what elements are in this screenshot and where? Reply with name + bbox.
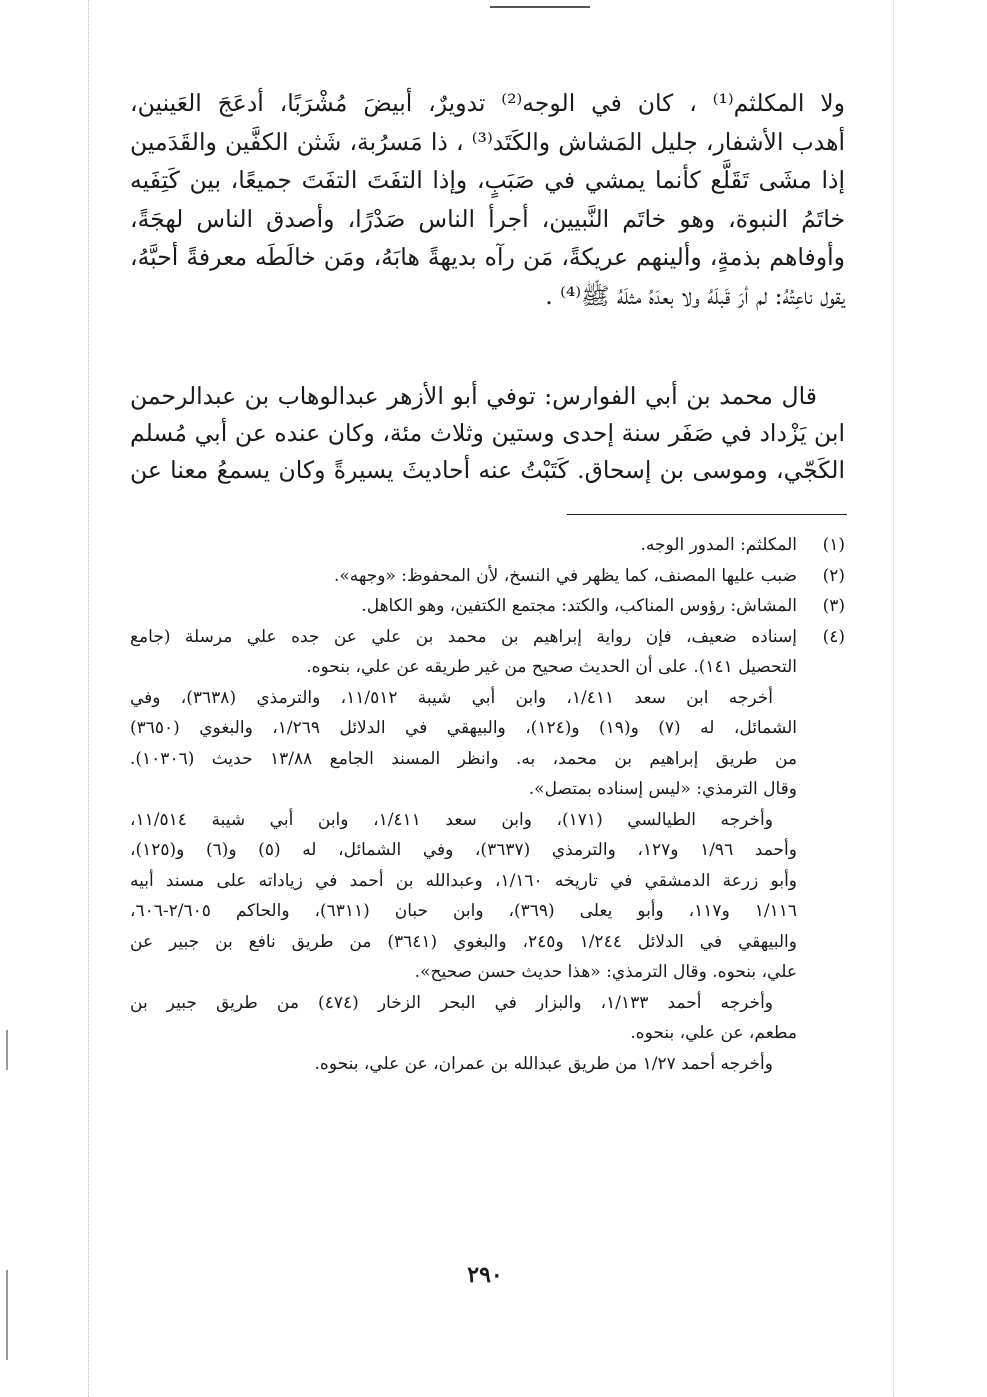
text-line: الكَجّي، وموسى بن إسحاق. كَتَبْتُ عنه أحاديثَ يسيرةً وكان يسمعُ معنا عن (130, 456, 845, 484)
text-line: وأوفاهم بذمةٍ، وألينهم عريكةً، مَن رآه بديهةً هابَهُ، ومَن خالَطَه معرفةً أحبَّهُ، (130, 243, 845, 271)
text-line: إذا مشَى تَقَلَّع كأنما يمشي في صَبَبٍ، وإذا التفَتَ التفَتَ جميعًا، بين كَتِفَيه (130, 166, 845, 194)
footnote-text: وأخرجه أحمد ١/١٣٣، والبزار في البحر الزخار (٤٧٤) من طريق جبير بن (130, 992, 774, 1013)
footnote-text: التحصيل ١٤١). على أن الحديث صحيح من غير طريقه عن علي، بنحوه. (306, 657, 797, 677)
text-line: قال محمد بن أبي الفوارس: توفي أبو الأزهر عبدالوهاب بن عبدالرحمن (130, 382, 817, 410)
footnote-1 (130, 530, 845, 561)
footnote-number: (١) (822, 535, 845, 555)
text-line: ولا المكلثم⁽¹⁾ ، كان في الوجه⁽²⁾ تدويرٌ، أبيضَ مُشْرَبًا، أدعَجَ العَينين، (130, 89, 846, 117)
footnote-text: إسناده ضعيف، فإن رواية إبراهيم بن محمد بن علي عن جده علي مرسلة (جامع (130, 626, 797, 647)
footnote-text: وأحمد ١/٩٦ و١٢٧، والترمذي (٣٦٣٧)، وفي الشمائل، له (٥) و(٦) و(١٢٥)، (130, 840, 797, 860)
footnote-text: والبيهقي في الدلائل ١/٢٤٤ و٢٤٥، والبغوي (٣٦٤١) من طريق نافع بن جبير عن (130, 931, 797, 952)
text-line: ابن يَزْداد في صَفَر سنة إحدى وستين وثلاث مئة، وكان عنده عن أبي مُسلم (130, 419, 845, 447)
footnote-text: وقال الترمذي: «ليس إسناده بمتصل». (528, 779, 797, 799)
footnote-text: المشاش: رؤوس المناكب، والكتد: مجتمع الكتفين، وهو الكاهل. (361, 596, 797, 616)
footnote-4 (130, 622, 845, 653)
footnote-text: ضبب عليها المصنف، كما يظهر في النسخ، لأن المحفوظ: «وجهه». (333, 565, 797, 586)
footnote-text: ١/١١٦ و١١٧، وأبو يعلى (٣٦٩)، وابن حبان (٦٣١١)، والحاكم ٢/٦٠٥-٦٠٦، (130, 901, 797, 921)
footnote-text: علي، بنحوه. وقال الترمذي: «هذا حديث حسن صحيح». (414, 962, 797, 982)
footnote-separator (567, 514, 847, 515)
footnote-text: أخرجه ابن سعد ١/٤١١، وابن أبي شيبة ١١/٥١٢، والترمذي (٣٦٣٨)، وفي (130, 687, 773, 708)
page-number: ٢٩٠ (467, 1262, 503, 1288)
main-paragraph-2 (130, 378, 845, 489)
text-line: خاتَمُ النبوة، وهو خاتَم النَّبيين، أجرأ الناس صَدْرًا، وأصدق الناس لهجَةً، (130, 204, 845, 233)
scan-guide-left (88, 0, 89, 1397)
footnote-text: مطعم، عن علي، بنحوه. (630, 1023, 797, 1043)
footnote-number: (٢) (822, 565, 845, 586)
footnotes (130, 530, 845, 1079)
scan-artifact (6, 1030, 8, 1070)
footnote-text: المكلثم: المدور الوجه. (640, 535, 797, 555)
footnote-text: من طريق إبراهيم بن محمد، به. وانظر المسند الجامع ١٣/٨٨ حديث (١٠٣٠٦). (130, 748, 798, 769)
scan-artifact (6, 1270, 8, 1360)
scan-guide-right (893, 0, 894, 1397)
footnote-number: (٤) (822, 626, 845, 647)
text-line: يقول ناعِتُهُ: لم أرَ قَبلَهُ ولا بعدَهُ مثلَهُ ﷺ⁽⁴⁾ . (545, 281, 845, 310)
footnote-text: وأخرجه أحمد ١/٢٧ من طريق عبدالله بن عمران، عن علي، بنحوه. (314, 1053, 773, 1074)
footnote-number: (٣) (822, 596, 845, 616)
header-rule (490, 6, 590, 8)
footnote-3 (130, 591, 845, 622)
footnote-text: وأخرجه الطيالسي (١٧١)، وابن سعد ١/٤١١، وابن أبي شيبة ١١/٥١٤، (130, 809, 773, 830)
footnote-text: الشمائل، له (٧) و(١٩) و(١٢٤)، والبيهقي في الدلائل ١/٢٦٩، والبغوي (٣٦٥٠) (130, 718, 798, 738)
main-paragraph-1 (130, 84, 845, 315)
footnote-2 (130, 561, 845, 592)
footnote-text: وأبو زرعة الدمشقي في تاريخه ١/١٦٠، وعبدالله بن أحمد في زياداته على مسند أبيه (130, 870, 797, 891)
text-line: أهدب الأشفار، جليل المَشاش والكَتَد⁽³⁾ ، ذا مَسرُبة، شَثن الكفَّين والقَدَمين (130, 127, 846, 156)
